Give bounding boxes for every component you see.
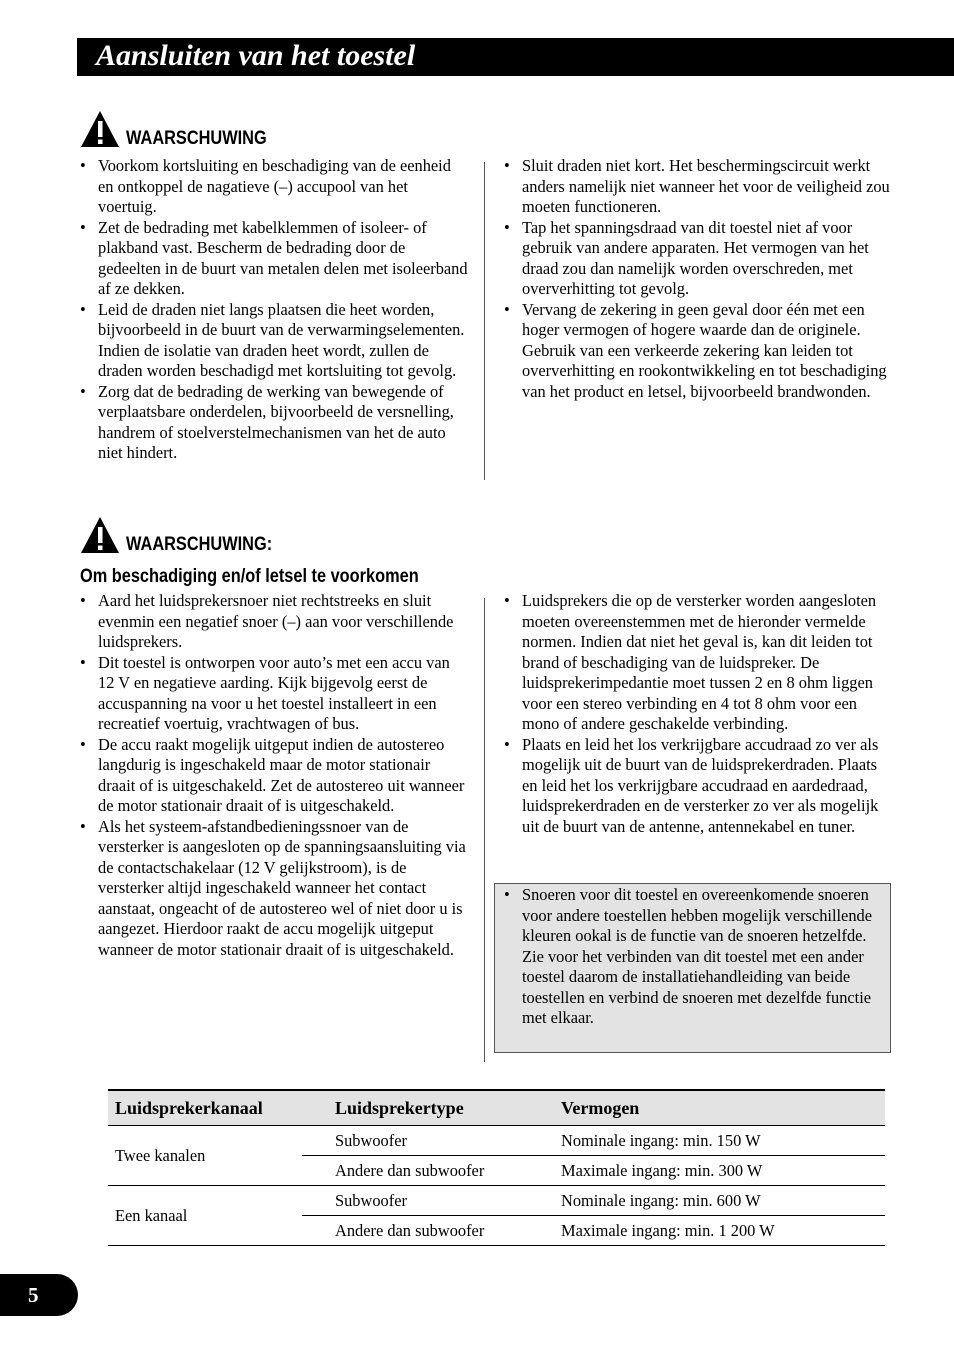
list-item: • Sluit draden niet kort. Het beschermingscircuit werkt anders namelijk niet wanneer het voor de veiligheid zou moeten functioneren.	[504, 156, 896, 218]
list-item: • Tap het spanningsdraad van dit toestel niet af voor gebruik van andere apparaten. Het vermogen van het draad zou dan namelijk worden overschreden, met oververhitting tot gevolg.	[504, 218, 896, 300]
type-cell: Subwoofer	[302, 1126, 528, 1156]
warning-label: WAARSCHUWING:	[126, 534, 273, 555]
channel-cell: Een kanaal	[108, 1186, 302, 1246]
list-item: • Zet de bedrading met kabelklemmen of isoleer- of plakband vast. Bescherm de bedrading door de gedeelten in de buurt van metalen delen met isoleerband af ze dekken.	[80, 218, 468, 300]
section-title-bar	[77, 38, 954, 76]
type-cell: Andere dan subwoofer	[302, 1156, 528, 1186]
list-item: • Als het systeem-afstandbedieningssnoer van de versterker is aangesloten op de spanningsaansluiting via de contactschakelaar (12 V gelijkstroom), is de versterker altijd ingeschakeld wanneer het contact aanstaat, ongeacht of de autostereo wel of niet door u is aangezet. Hierdoor raakt de accu mogelijk uitgeput wanneer de motor stationair draait of is uitgeschakeld.	[80, 817, 468, 961]
warning2-left-list	[80, 591, 468, 960]
list-item: • Voorkom kortsluiting en beschadiging van de eenheid en ontkoppel de nagatieve (–) accupool van het voertuig.	[80, 156, 468, 218]
speaker-spec-table	[108, 1089, 885, 1246]
type-cell: Andere dan subwoofer	[302, 1216, 528, 1246]
list-item: • Dit toestel is ontworpen voor auto’s met een accu van 12 V en negatieve aarding. Kijk bijgevolg eerst de accuspanning na voor u het toestel installeert in een recreatief voertuig, vrachtwagen of bus.	[80, 653, 468, 735]
list-item: • Snoeren voor dit toestel en overeenkomende snoeren voor andere toestellen hebben mogelijk verschillende kleuren ookal is de functie van de snoeren hetzelfde. Zie voor het verbinden van dit toestel met een ander toestel daarom de installatiehandleiding van beide toestellen en verbind de snoeren met dezelfde functie met elkaar.	[504, 885, 888, 1029]
warning-triangle-icon	[80, 516, 120, 554]
warning1-left-list	[80, 156, 468, 464]
list-item: • Zorg dat de bedrading de werking van bewegende of verplaatsbare onderdelen, bijvoorbeeld de versnelling, handrem of stoelverstelmechanismen van het de auto niet hindert.	[80, 382, 468, 464]
list-item: • De accu raakt mogelijk uitgeput indien de autostereo langdurig is ingeschakeld maar de motor stationair draait of is uitgeschakeld. Zet de autostereo uit wanneer de motor stationair draait of is uitgeschakeld.	[80, 735, 468, 817]
power-cell: Nominale ingang: min. 600 W	[528, 1186, 885, 1216]
warning-triangle-icon	[80, 110, 120, 148]
power-cell: Maximale ingang: min. 1 200 W	[528, 1216, 885, 1246]
table-row	[108, 1126, 885, 1156]
highlighted-note-list	[504, 885, 888, 1029]
list-item: • Vervang de zekering in geen geval door één met een hoger vermogen of hogere waarde dan de originele. Gebruik van een verkeerde zekering kan leiden tot oververhitting en rookontwikkeling en tot beschadiging van het product en letsel, bijvoorbeeld brandwonden.	[504, 300, 896, 403]
column-header-type: Luidsprekertype	[302, 1090, 528, 1126]
table-header-row	[108, 1090, 885, 1126]
page-number-tab	[0, 1274, 78, 1316]
column-header-channel: Luidsprekerkanaal	[108, 1090, 302, 1126]
page-number: 5	[28, 1283, 39, 1307]
warning-subtitle: Om beschadiging en/of letsel te voorkomen	[80, 566, 419, 587]
warning2-right-list	[504, 591, 896, 837]
list-item: • Leid de draden niet langs plaatsen die heet worden, bijvoorbeeld in de buurt van de verwarmingselementen. Indien de isolatie van draden heet wordt, zullen de draden worden beschadigd met kortsluiting tot gevolg.	[80, 300, 468, 382]
warning1-right-list	[504, 156, 896, 402]
power-cell: Maximale ingang: min. 300 W	[528, 1156, 885, 1186]
channel-cell: Twee kanalen	[108, 1126, 302, 1186]
table-row	[108, 1186, 885, 1216]
list-item: • Plaats en leid het los verkrijgbare accudraad zo ver als mogelijk uit de buurt van de luidsprekerdraden. Plaats en leid het los verkrijgbare accudraad en aardedraad, luidsprekerdraden en de versterker zo ver als mogelijk uit de buurt van de antenne, antennekabel en tuner.	[504, 735, 896, 838]
type-cell: Subwoofer	[302, 1186, 528, 1216]
list-item: • Luidsprekers die op de versterker worden aangesloten moeten overeenstemmen met de hieronder vermelde normen. Indien dat niet het geval is, kan dit leiden tot brand of beschadiging van de luidspreker. De luidsprekerimpedantie moet tussen 2 en 8 ohm liggen voor een stereo verbinding en 4 tot 8 ohm voor een mono of andere geschakelde verbinding.	[504, 591, 896, 735]
column-divider	[484, 162, 485, 480]
list-item: • Aard het luidsprekersnoer niet rechtstreeks en sluit evenmin een negatief snoer (–) aan voor verschillende luidsprekers.	[80, 591, 468, 653]
power-cell: Nominale ingang: min. 150 W	[528, 1126, 885, 1156]
column-header-power: Vermogen	[528, 1090, 885, 1126]
page-title: Aansluiten van het toestel	[96, 39, 416, 72]
warning-label: WAARSCHUWING	[126, 128, 267, 149]
column-divider	[484, 598, 485, 1062]
